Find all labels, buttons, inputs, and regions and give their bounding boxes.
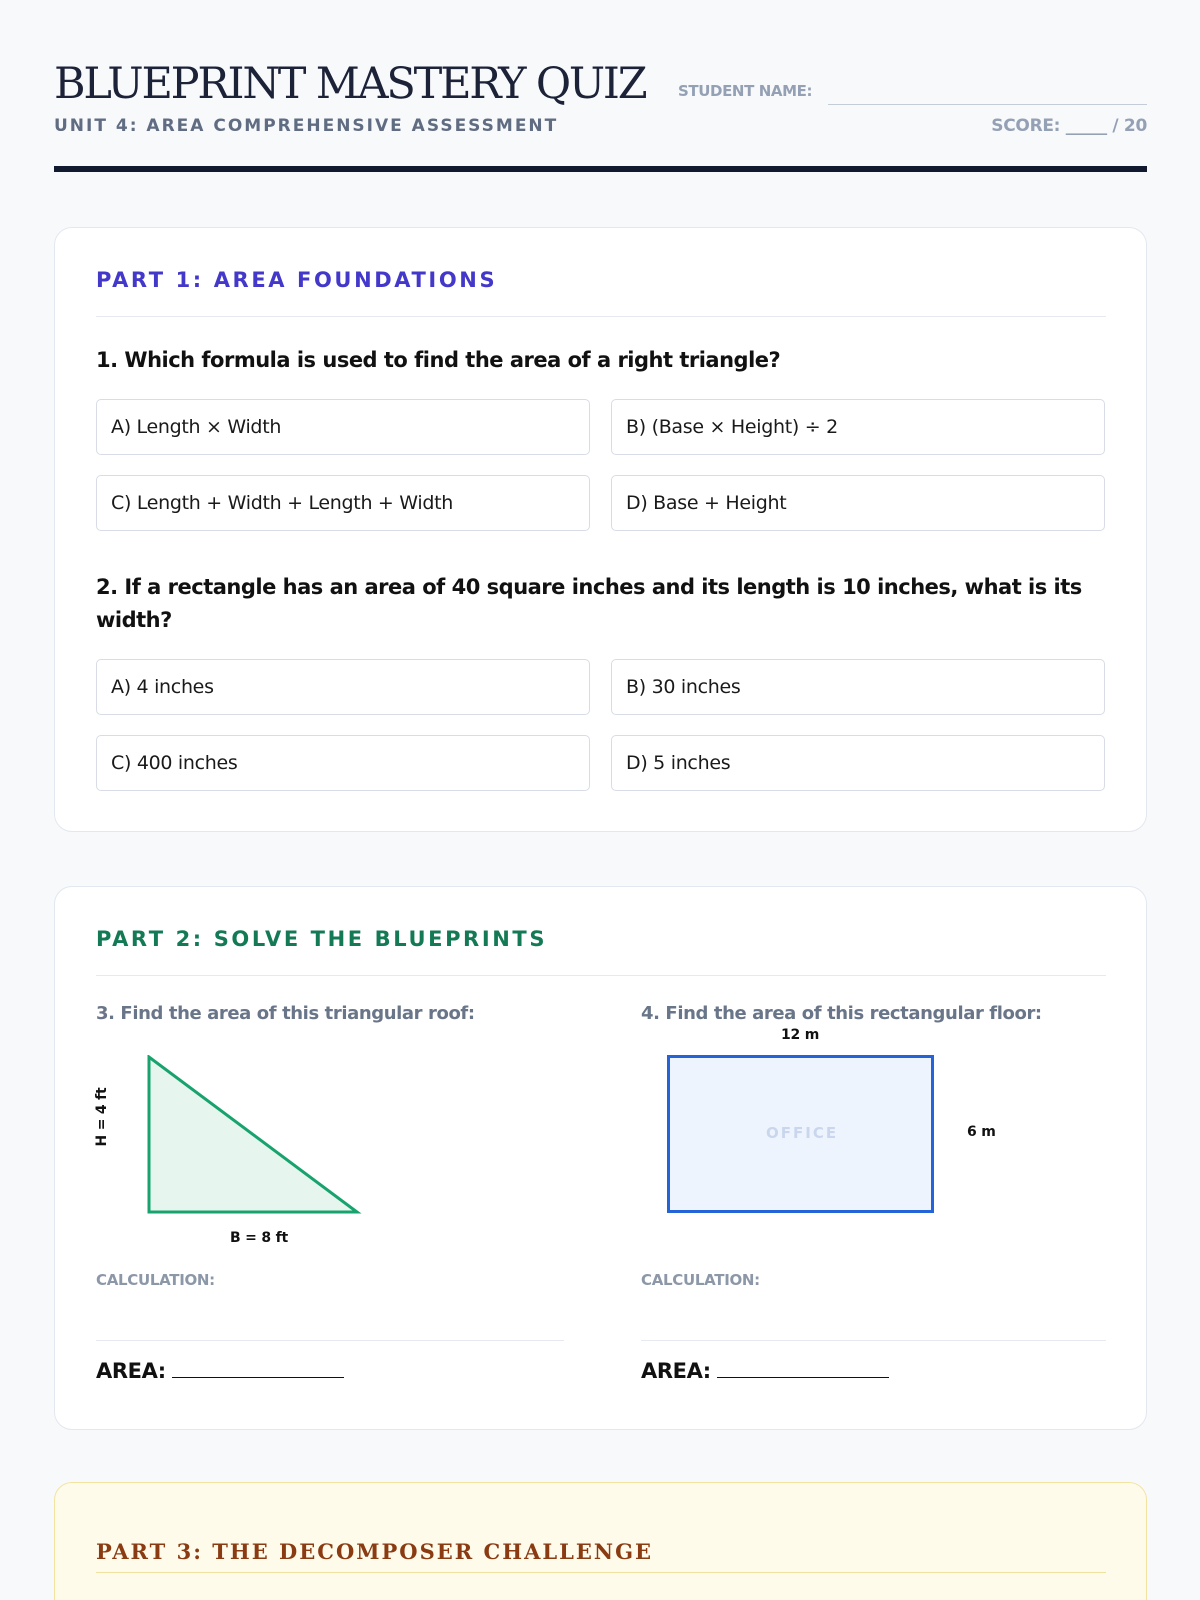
rectangle-area-answer[interactable] xyxy=(641,1359,889,1383)
part2-heading: PART 2: SOLVE THE BLUEPRINTS xyxy=(96,927,548,951)
rectangle-calculation-label: CALCULATION: xyxy=(641,1271,760,1289)
quiz-header xyxy=(54,0,1147,174)
question-3: 3. Find the area of this triangular roof: xyxy=(96,1003,475,1024)
triangle-area-answer[interactable] xyxy=(96,1359,344,1383)
q2-option-b[interactable]: B) 30 inches xyxy=(611,659,1105,715)
part1-card xyxy=(54,227,1147,832)
rectangle-area-label: AREA: xyxy=(641,1359,711,1383)
question-2: 2. If a rectangle has an area of 40 square inches and its length is 10 inches, what is its width? xyxy=(96,575,1082,632)
part1-divider xyxy=(96,316,1106,317)
student-name-label: STUDENT NAME: xyxy=(678,82,813,100)
rectangle-width-label: 6 m xyxy=(967,1124,996,1140)
q2-option-a[interactable]: A) 4 inches xyxy=(96,659,590,715)
q1-option-d[interactable]: D) Base + Height xyxy=(611,475,1105,531)
quiz-page xyxy=(54,0,1147,1564)
part1-heading: PART 1: AREA FOUNDATIONS xyxy=(96,268,498,292)
rectangle-calculation-line[interactable] xyxy=(641,1340,1106,1341)
rectangle-area-blank[interactable] xyxy=(717,1360,889,1378)
triangle-base-label: B = 8 ft xyxy=(230,1230,288,1246)
page-subtitle: UNIT 4: AREA COMPREHENSIVE ASSESSMENT xyxy=(54,116,559,136)
q2-option-d[interactable]: D) 5 inches xyxy=(611,735,1105,791)
triangle-area-blank[interactable] xyxy=(172,1360,344,1378)
part3-divider xyxy=(96,1572,1106,1573)
q1-option-c[interactable]: C) Length + Width + Length + Width xyxy=(96,475,590,531)
triangle-height-label: H = 4 ft xyxy=(94,1087,110,1147)
triangle-calculation-line[interactable] xyxy=(96,1340,564,1341)
part2-card xyxy=(54,886,1147,1430)
student-name-field[interactable] xyxy=(828,104,1147,105)
score-label: SCORE: _____ / 20 xyxy=(991,116,1147,136)
rectangle-room-label: OFFICE xyxy=(766,1124,839,1142)
triangle-calculation-label: CALCULATION: xyxy=(96,1271,215,1289)
question-4: 4. Find the area of this rectangular floor: xyxy=(641,1003,1042,1024)
rectangle-length-label: 12 m xyxy=(781,1027,820,1043)
q2-option-c[interactable]: C) 400 inches xyxy=(96,735,590,791)
part2-divider xyxy=(96,975,1106,976)
triangle-area-label: AREA: xyxy=(96,1359,166,1383)
q1-option-a[interactable]: A) Length × Width xyxy=(96,399,590,455)
page-title: BLUEPRINT MASTERY QUIZ xyxy=(54,59,646,109)
header-divider xyxy=(54,166,1147,172)
q1-option-b[interactable]: B) (Base × Height) ÷ 2 xyxy=(611,399,1105,455)
question-1: 1. Which formula is used to find the area of a right triangle? xyxy=(96,348,781,372)
triangle-roof-diagram xyxy=(147,1055,363,1215)
part3-heading: PART 3: THE DECOMPOSER CHALLENGE xyxy=(96,1539,654,1564)
part3-card xyxy=(54,1482,1147,1600)
triangle-shape xyxy=(149,1057,357,1212)
